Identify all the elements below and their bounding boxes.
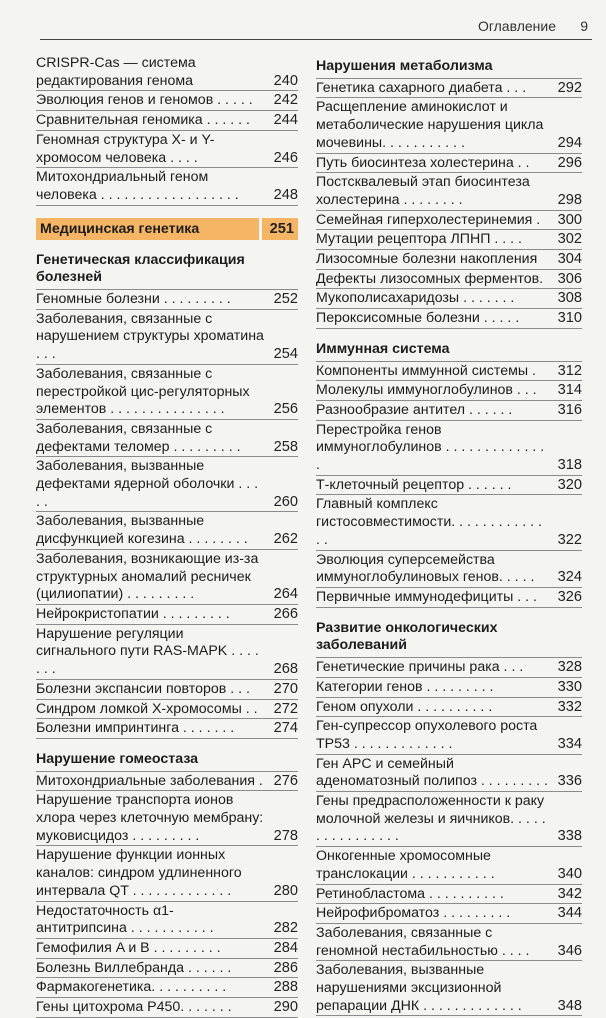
toc-entry-title: Митохондриальные заболевания . [36,772,263,789]
toc-entry-title: Медицинская генетика [36,218,259,240]
toc-entry-page: 264 [273,586,298,603]
toc-entry[interactable] [316,79,582,99]
toc-entry-page: 276 [273,772,298,789]
toc-entry-title: Мутации рецептора ЛПНП . . . . [316,231,522,248]
toc-entry-title: Перестройка генов иммуноглобулинов . . . . . . . . . . . . . . [316,421,545,474]
toc-entry-page: 312 [557,362,582,379]
toc-entry-title: Путь биосинтеза холестерина . . [316,154,530,171]
toc-entry-page: 278 [273,827,298,844]
toc-entry-page: 336 [557,773,582,790]
toc-entry[interactable] [36,700,298,720]
toc-entry[interactable] [36,772,298,792]
toc-entry[interactable] [316,309,582,329]
toc-entry-title: Дефекты лизосомных ферментов. [316,270,544,287]
toc-entry[interactable] [316,924,582,961]
toc-entry-page: 338 [557,828,582,845]
toc-entry[interactable] [316,678,582,698]
toc-entry-title: Геномная структура X- и Y-хромосом человека . . . . [36,131,215,166]
chapter-heading[interactable] [36,218,298,240]
toc-entry-title: Эволюция суперсемейства иммуноглобулиновых генов. . . . . [316,551,535,586]
toc-entry-title: Геном опухоли . . . . . . . . . . [316,698,493,715]
toc-entry-page: 252 [273,291,298,308]
toc-entry[interactable] [36,605,298,625]
toc-entry[interactable] [36,54,298,91]
toc-entry[interactable] [36,791,298,846]
toc-entry-page: 340 [557,865,582,882]
toc-entry[interactable] [316,270,582,290]
toc-entry-page: 332 [557,698,582,715]
toc-entry-page: 328 [557,659,582,676]
toc-entry-page: 330 [557,678,582,695]
toc-entry-title: Гены цитохрома P450. . . . . . . [36,999,232,1016]
toc-entry[interactable] [316,230,582,250]
toc-entry-title: Фармакогенетика. . . . . . . . . . [36,979,227,996]
toc-entry[interactable] [36,91,298,111]
toc-entry-title: Генетические причины рака . . . [316,659,524,676]
toc-entry[interactable] [36,512,298,549]
toc-entry[interactable] [36,310,298,365]
toc-entry-title: Ретинобластома . . . . . . . . . . [316,885,504,902]
toc-entry[interactable] [316,495,582,550]
toc-entry-title: Нарушение регуляции сигнального пути RAS-MAPK . . . . . . . [36,625,259,678]
toc-entry-page: 266 [273,605,298,622]
toc-entry-title: Заболевания, вызванные дисфункцией когезина . . . . . . . . [36,513,248,548]
toc-entry-page: 288 [273,979,298,996]
section-heading: Нарушение гомеостаза [36,751,298,772]
toc-entry[interactable] [316,792,582,847]
toc-entry[interactable] [316,885,582,905]
toc-entry-title: Главный комплекс гистосовместимости. . . . . . . . . . . . . . [316,496,542,548]
toc-entry-page: 280 [273,882,298,899]
toc-entry[interactable] [316,658,582,678]
toc-entry-title: Генетика сахарного диабета . . . [316,79,527,96]
toc-entry-page: 256 [273,401,298,418]
toc-entry[interactable] [316,401,582,421]
running-header-title: Оглавление [477,18,556,34]
toc-entry-page: 246 [273,149,298,166]
toc-entry-title: Т-клеточный рецептор . . . . . . [316,476,512,493]
section-heading: Иммунная система [316,341,582,362]
toc-entry[interactable] [36,959,298,979]
toc-entry-page: 251 [262,218,298,240]
toc-entry-page: 320 [557,476,582,493]
toc-entry[interactable] [36,719,298,739]
toc-entry-page: 284 [273,939,298,956]
toc-entry-title: Гены предрасположенности к раку молочной железы и яичников. . . . . . . . . . . . . . . . [316,793,546,845]
toc-entry-title: Эволюция генов и геномов . . . . . [36,92,253,109]
toc-entry-title: Онкогенные хромосомные транслокации . . . . . . . . . . . [316,848,495,882]
toc-entry-page: 304 [557,251,582,268]
toc-entry-title: Нейрофиброматоз . . . . . . . . . [316,905,511,922]
toc-entry-page: 322 [557,531,582,548]
toc-entry[interactable] [316,421,582,476]
toc-entry[interactable] [316,154,582,174]
page-number: 9 [580,18,588,34]
toc-entry[interactable] [36,846,298,901]
toc-entry-title: Заболевания, связанные с перестройкой цис-регуляторных элементов . . . . . . . . . . . . . . . [36,365,250,418]
toc-entry-page: 334 [557,735,582,752]
toc-entry-page: 272 [273,700,298,717]
toc-entry-page: 286 [273,959,298,976]
toc-entry-page: 258 [273,438,298,455]
toc-entry[interactable] [36,998,298,1018]
toc-entry-page: 342 [557,885,582,902]
toc-entry-page: 326 [557,588,582,605]
toc-entry[interactable] [36,680,298,700]
toc-entry[interactable] [316,98,582,153]
toc-entry-title: Молекулы иммуноглобулинов . . . [316,382,537,399]
toc-entry-page: 324 [557,569,582,586]
toc-entry-title: Ген-супрессор опухолевого роста TP53 . . . . . . . . . . . . . [316,718,538,752]
toc-entry[interactable] [316,476,582,496]
toc-entry[interactable] [316,211,582,231]
toc-entry-title: Недостаточность α1-антитрипсина . . . . . . . . . . . [36,902,214,937]
toc-entry-title: Заболевания, связанные с дефектами теломер . . . . . . . . . [36,420,241,455]
toc-entry[interactable] [316,173,582,210]
toc-column-right [316,54,582,1016]
toc-entry-title: Пероксисомные болезни . . . . . [316,310,520,327]
toc-entry[interactable] [36,457,298,512]
toc-entry[interactable] [36,550,298,605]
toc-entry-page: 314 [557,382,582,399]
toc-entry-page: 244 [273,112,298,129]
toc-entry-page: 282 [273,920,298,937]
toc-entry-title: CRISPR-Cas — система редактирования генома [36,55,196,89]
toc-entry-title: Сравнительная геномика . . . . . . [36,112,250,129]
toc-entry-page: 260 [273,493,298,510]
toc-entry[interactable] [316,551,582,588]
toc-entry-title: Семейная гиперхолестеринемия . [316,211,541,228]
toc-entry-title: Митохондриальный геном человека . . . . . . . . . . . . . . . . . . [36,169,239,203]
toc-entry-title: Мукополисахаридозы . . . . . . . [316,290,515,307]
toc-entry-title: Болезни экспансии повторов . . . [36,680,250,697]
toc-entry[interactable] [316,717,582,754]
toc-entry-title: Синдром ломкой X-хромосомы . . [36,700,258,717]
toc-entry[interactable] [316,588,582,608]
toc-entry[interactable] [316,847,582,884]
toc-entry-page: 302 [557,231,582,248]
toc-entry-title: Болезни импринтинга . . . . . . . [36,720,235,737]
toc-entry-page: 298 [557,191,582,208]
toc-entry-page: 268 [273,661,298,678]
toc-entry-page: 316 [557,401,582,418]
toc-entry-page: 290 [273,999,298,1016]
toc-entry-page: 254 [273,346,298,363]
toc-column-left [36,54,298,1018]
toc-entry-page: 240 [273,72,298,89]
section-heading: Развитие онкологических заболеваний [316,620,582,658]
header-rule [40,39,592,40]
toc-entry-title: Заболевания, вызванные нарушениями эксцизионной репарации ДНК . . . . . . . . . . . . . [316,962,522,1014]
toc-entry[interactable] [316,904,582,924]
toc-entry[interactable] [36,365,298,420]
toc-entry[interactable] [316,250,582,270]
toc-entry-title: Расщепление аминокислот и метаболические нарушения цикла мочевины. . . . . . . . . . . [316,99,544,151]
toc-entry-page: 274 [273,720,298,737]
toc-entry-page: 294 [557,134,582,151]
toc-entry[interactable] [36,420,298,457]
toc-entry[interactable] [36,978,298,998]
section-heading: Генетическая классификация болезней [36,252,298,290]
toc-entry-page: 248 [273,186,298,203]
toc-entry-title: Геномные болезни . . . . . . . . . [36,291,231,308]
section-heading: Нарушения метаболизма [316,58,582,79]
toc-entry-title: Заболевания, вызванные дефектами ядерной оболочки . . . . . [36,458,259,510]
toc-entry[interactable] [36,111,298,131]
toc-entry[interactable] [316,289,582,309]
toc-entry-page: 306 [557,270,582,287]
toc-entry-page: 308 [557,290,582,307]
toc-entry-title: Первичные иммунодефициты . . . [316,588,537,605]
toc-entry-title: Гемофилия A и B . . . . . . . . . [36,939,221,956]
toc-entry[interactable] [316,961,582,1016]
toc-entry-title: Нарушение функции ионных каналов: синдром удлиненного интервала QT . . . . . . . . . . . . . [36,847,242,899]
toc-entry[interactable] [316,698,582,718]
toc-entry-page: 318 [557,457,582,474]
toc-entry-title: Нарушение транспорта ионов хлора через клеточную мембрану: муковисцидоз . . . . . . . . . [36,792,264,844]
toc-entry-page: 242 [273,92,298,109]
toc-entry-page: 262 [273,531,298,548]
toc-entry-page: 296 [557,154,582,171]
toc-entry-page: 346 [557,942,582,959]
toc-entry[interactable] [316,381,582,401]
toc-entry[interactable] [36,939,298,959]
toc-entry-page: 292 [557,79,582,96]
toc-entry[interactable] [316,755,582,792]
toc-entry-page: 344 [557,905,582,922]
toc-entry-page: 310 [557,310,582,327]
toc-entry[interactable] [36,290,298,310]
toc-entry-title: Нейрокристопатии . . . . . . . . . [36,605,230,622]
toc-entry-title: Разнообразие антител . . . . . . [316,401,513,418]
toc-entry-title: Лизосомные болезни накопления [316,251,538,268]
toc-entry-title: Компоненты иммунной системы . [316,362,536,379]
toc-entry-title: Заболевания, возникающие из-за структурных аномалий ресничек (цилиопатии) . . . . . . . . . [36,550,259,603]
toc-entry-title: Болезнь Виллебранда . . . . . . [36,959,232,976]
toc-entry-title: Ген APC и семейный аденоматозный полипоз . . . . . . . . . [316,755,548,790]
toc-entry-title: Постсквалевый этап биосинтеза холестерина . . . . . . . . [316,174,530,208]
toc-entry-title: Заболевания, связанные с нарушением структуры хроматина . . . [36,310,264,363]
toc-entry-page: 348 [557,997,582,1014]
toc-entry[interactable] [36,168,298,205]
toc-entry-title: Заболевания, связанные с геномной нестабильностью . . . . [316,924,530,959]
toc-entry[interactable] [316,362,582,382]
toc-entry-page: 300 [557,211,582,228]
toc-entry-page: 270 [273,680,298,697]
toc-entry[interactable] [36,902,298,939]
running-header [40,10,592,36]
toc-entry[interactable] [36,131,298,168]
toc-entry[interactable] [36,625,298,680]
toc-entry-title: Категории генов . . . . . . . . . [316,678,494,695]
